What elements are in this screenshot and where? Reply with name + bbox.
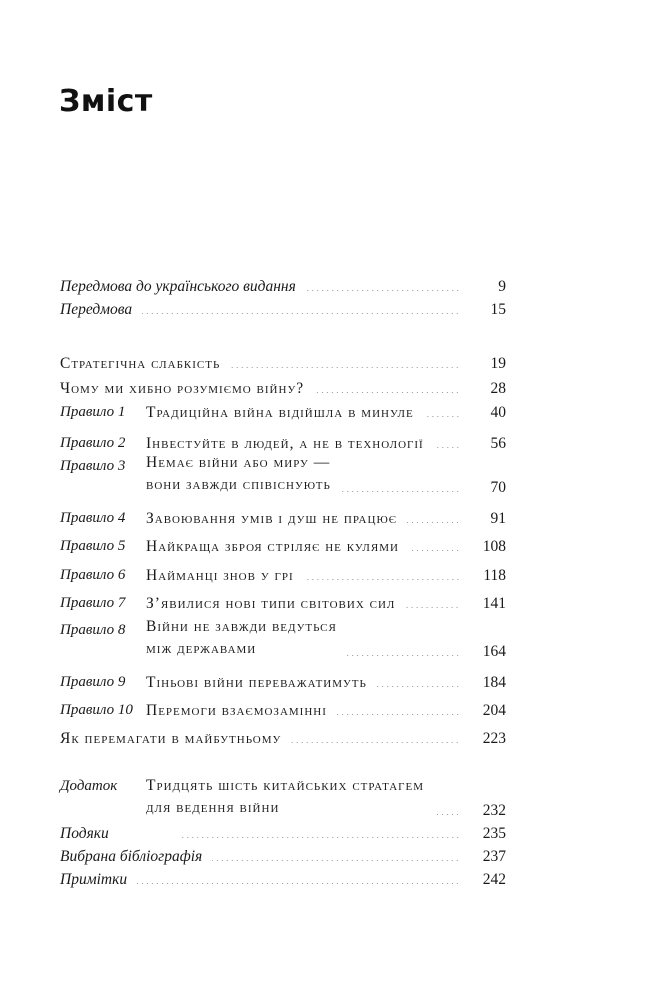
rule-label: Правило 1 [60,404,126,420]
dot-leader [409,550,460,551]
toc-entry[interactable] [60,349,506,372]
toc-page-number: 91 [490,510,506,527]
toc-entry-title: З’явилися нові типи світових сил [146,595,396,612]
toc-page-number: 223 [482,730,506,747]
dot-leader [347,655,460,656]
rule-label: Правило 6 [60,567,126,583]
dot-leader [179,837,460,838]
toc-page-number: 237 [482,848,506,865]
dot-leader [306,290,460,291]
toc-entry-title: Тридцять шість китайських стратагем для ведення війни [146,777,425,816]
rule-label: Правило 7 [60,595,126,611]
rule-label: Правило 8 [60,622,126,638]
toc-page-number: 70 [490,479,506,496]
toc-entry-title: Передмова до українського видання [60,278,296,295]
dot-leader [377,686,460,687]
toc-entry-rule[interactable] [60,397,506,422]
toc-entry[interactable] [60,372,506,397]
toc-page-number: 141 [482,595,506,612]
toc-entry-title: Перемоги взаємозамінні [146,702,327,719]
toc-page-number: 40 [490,404,506,421]
dot-leader [407,522,460,523]
dot-leader [337,714,460,715]
toc-entry-appendix[interactable] [60,775,506,819]
toc-entry-title: Передмова [60,301,133,318]
toc-entry-title: Завоювання умів і душ не працює [146,510,398,527]
dot-leader [405,607,460,608]
rule-label: Правило 3 [60,458,126,474]
toc-entry-title: Тіньові війни переважатимуть [146,674,367,691]
toc-page-number: 56 [490,435,506,452]
toc-page-number: 19 [490,355,506,372]
toc-entry-rule[interactable] [60,691,506,719]
toc-page-number: 204 [482,702,506,719]
toc-entry-foreword[interactable] [60,295,506,318]
toc-entry-acknowledgements[interactable] [60,819,506,842]
appendix-label: Додаток [60,778,118,794]
toc-entry-title: Примітки [60,871,128,888]
dot-leader [142,313,460,314]
dot-leader [291,742,460,743]
rule-label: Правило 5 [60,538,126,554]
dot-leader [230,367,460,368]
page-title: Зміст [59,84,153,119]
table-of-contents [60,272,506,888]
toc-entry-rule[interactable] [60,584,506,612]
toc-page-number: 28 [490,379,506,397]
toc-entry-rule[interactable] [60,660,506,691]
dot-leader [304,579,460,580]
toc-page-number: 232 [482,802,506,819]
dot-leader [212,860,460,861]
rule-label: Правило 4 [60,510,126,526]
toc-page-number: 242 [482,871,506,888]
toc-page-number: 15 [490,301,506,318]
toc-entry-bibliography[interactable] [60,842,506,865]
dot-leader [434,814,460,815]
toc-entry-title: Немає війни або миру — вони завжди співіснують [146,454,331,493]
toc-page-number: 108 [482,538,506,555]
rule-label: Правило 10 [60,702,133,718]
toc-entry-title: Вибрана бібліографія [60,848,203,865]
toc-page-number: 118 [483,567,506,584]
toc-page-number: 184 [482,674,506,691]
toc-entry-rule[interactable] [60,421,506,452]
toc-entry-rule[interactable] [60,496,506,527]
dot-leader [434,447,460,448]
toc-entry-title: Стратегічна слабкість [60,355,221,372]
toc-entry-rule[interactable] [60,555,506,584]
toc-entry-title: Як перемагати в майбутньому [60,730,282,747]
dot-leader [424,416,460,417]
toc-entry-foreword-ukrainian[interactable] [60,272,506,295]
toc-entry-title: Традиційна війна відійшла в минуле [146,404,414,421]
rule-label: Правило 9 [60,674,126,690]
toc-entry-rule[interactable] [60,612,506,660]
toc-entry-title: Війни не завжди ведуться між державами [146,618,337,657]
dot-leader [137,883,460,884]
toc-entry-title: Подяки [60,825,109,842]
toc-entry-title: Чому ми хибно розуміємо війну? [60,379,305,397]
dot-leader [314,392,460,393]
toc-entry-title: Інвестуйте в людей, а не в технології [146,435,424,452]
toc-entry-title: Найкраща зброя стріляє не кулями [146,538,399,555]
toc-entry-title: Найманці знов у грі [146,567,294,584]
toc-entry-rule[interactable] [60,527,506,555]
toc-page-number: 164 [482,643,506,660]
toc-page-number: 9 [498,278,506,295]
dot-leader [341,491,460,492]
toc-page-number: 235 [482,825,506,842]
toc-entry-rule[interactable] [60,452,506,496]
toc-entry-notes[interactable] [60,865,506,888]
toc-entry[interactable] [60,719,506,747]
rule-label: Правило 2 [60,435,126,451]
